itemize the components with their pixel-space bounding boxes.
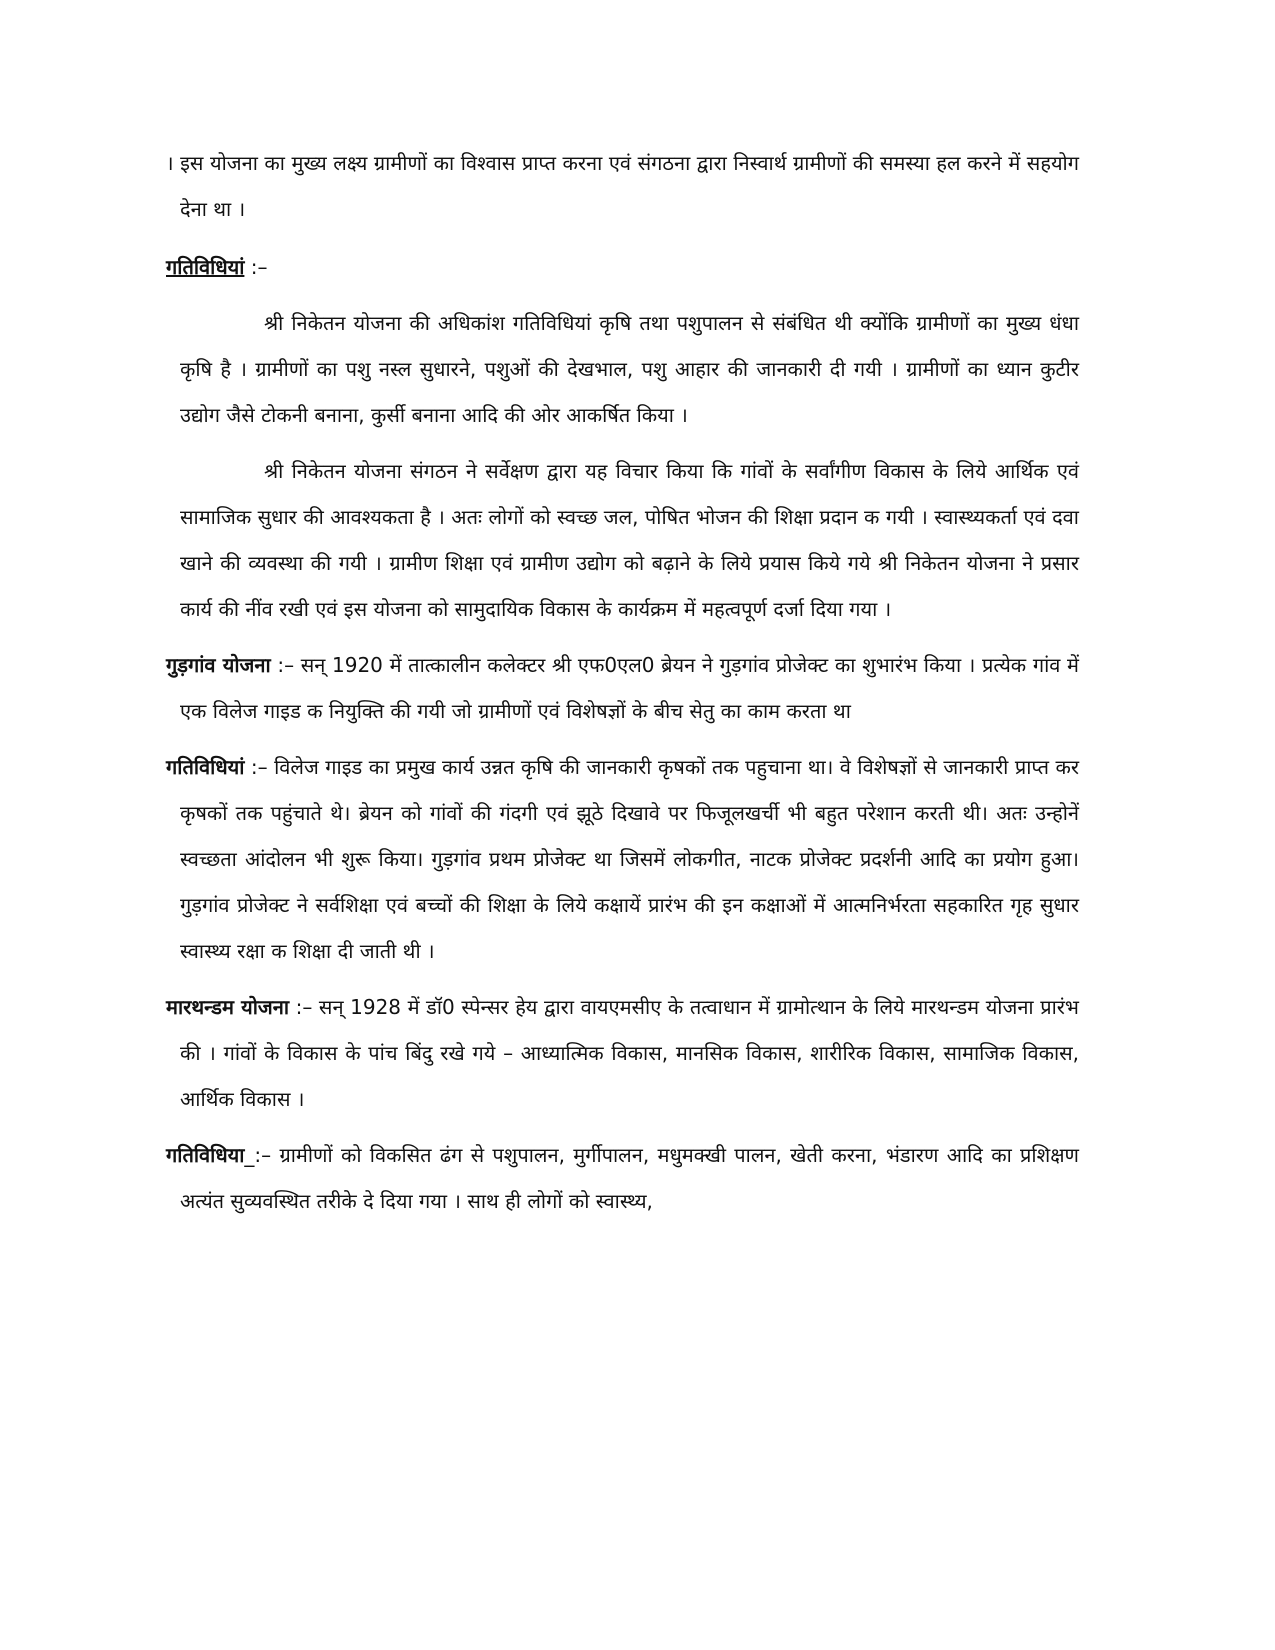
- heading-text: गतिविधियां: [166, 255, 245, 279]
- marthandam-activities-text: ग्रामीणों को विकसित ढंग से पशुपालन, मुर्गीपालन, मधुमक्खी पालन, खेती करना, भंडारण आदि का प्रशिक्षण अत्यंत सुव्यवस्थित तरीके दे दिया गया । साथ ही लोगों को स्वास्थ्य,: [180, 1143, 1079, 1213]
- marthandam-heading: मारथन्डम योजना: [166, 995, 290, 1019]
- marthandam-paragraph: [166, 984, 1079, 1122]
- marthandam-activities-paragraph: [166, 1132, 1079, 1224]
- marthandam-activities-suffix: _:–: [244, 1143, 272, 1167]
- activities-paragraph-2: श्री निकेतन योजना संगठन ने सर्वेक्षण द्वारा यह विचार किया कि गांवों के सर्वांगीण विकास के लिये आर्थिक एवं सामाजिक सुधार की आवश्यकता है । अतः लोगों को स्वच्छ जल, पोषित भोजन की शिक्षा प्रदान क गयी । स्वास्थ्यकर्ता एवं दवा खाने की व्यवस्था की गयी । ग्रामीण शिक्षा एवं ग्रामीण उद्योग को बढ़ाने के लिये प्रयास किये गये श्री निकेतन योजना ने प्रसार कार्य की नींव रखी एवं इस योजना को सामुदायिक विकास के कार्यक्रम में महत्वपूर्ण दर्जा दिया गया ।: [180, 459, 1079, 621]
- gurgaon-heading: गुड़गांव योजना: [166, 653, 271, 677]
- intro-paragraph: । इस योजना का मुख्य लक्ष्य ग्रामीणों का विश्वास प्राप्त करना एवं संगठना द्वारा निस्वार्थ ग्रामीणों की समस्या हल करने में सहयोग देना था ।: [166, 151, 1079, 221]
- heading-suffix: :–: [244, 255, 268, 279]
- gurgaon-activities-text: :– विलेज गाइड का प्रमुख कार्य उन्नत कृषि की जानकारी कृषकों तक पहुचाना था। वे विशेषज्ञों से जानकारी प्राप्त कर कृषकों तक पहुंचाते थे। ब्रेयन को गांवों की गंदगी एवं झूठे दिखावे पर फिजूलखर्ची भी बहुत परेशान करती थी। अतः उन्होनें स्वच्छता आंदोलन भी शुरू किया। गुड़गांव प्रथम प्रोजेक्ट था जिसमें लोकगीत, नाटक प्रोजेक्ट प्रदर्शनी आदि का प्रयोग हुआ। गुड़गांव प्रोजेक्ट ने सर्वशिक्षा एवं बच्चों की शिक्षा के लिये कक्षायें प्रारंभ की इन कक्षाओं में आत्मनिर्भरता सहकारित गृह सुधार स्वास्थ्य रक्षा क शिक्षा दी जाती थी ।: [180, 755, 1079, 963]
- marthandam-text: :– सन् 1928 में डॉ0 स्पेन्सर हेय द्वारा वायएमसीए के तत्वाधान में ग्रामोत्थान के लिये मारथन्डम योजना प्रारंभ की । गांवों के विकास के पांच बिंदु रखे गये – आध्यात्मिक विकास, मानसिक विकास, शारीरिक विकास, सामाजिक विकास, आर्थिक विकास ।: [180, 995, 1079, 1111]
- gurgaon-paragraph: [166, 642, 1079, 734]
- gurgaon-activities-heading: गतिविधियां: [166, 755, 245, 779]
- gurgaon-text: :– सन् 1920 में तात्कालीन कलेक्टर श्री एफ0एल0 ब्रेयन ने गुड़गांव प्रोजेक्ट का शुभारंभ किया । प्रत्येक गांव में एक विलेज गाइड क नियुक्ति की गयी जो ग्रामीणों एवं विशेषज्ञों के बीच सेतु का काम करता था: [180, 653, 1079, 723]
- activities-paragraph-1: श्री निकेतन योजना की अधिकांश गतिविधियां कृषि तथा पशुपालन से संबंधित थी क्योंकि ग्रामीणों का मुख्य धंधा कृषि है । ग्रामीणों का पशु नस्ल सुधारने, पशुओं की देखभाल, पशु आहार की जानकारी दी गयी । ग्रामीणों का ध्यान कुटीर उद्योग जैसे टोकनी बनाना, कुर्सी बनाना आदि की ओर आकर्षित किया ।: [180, 311, 1079, 427]
- marthandam-activities-heading: गतिविधिया: [166, 1143, 245, 1167]
- section-heading-activities: [166, 244, 1079, 290]
- gurgaon-activities-paragraph: [166, 744, 1079, 974]
